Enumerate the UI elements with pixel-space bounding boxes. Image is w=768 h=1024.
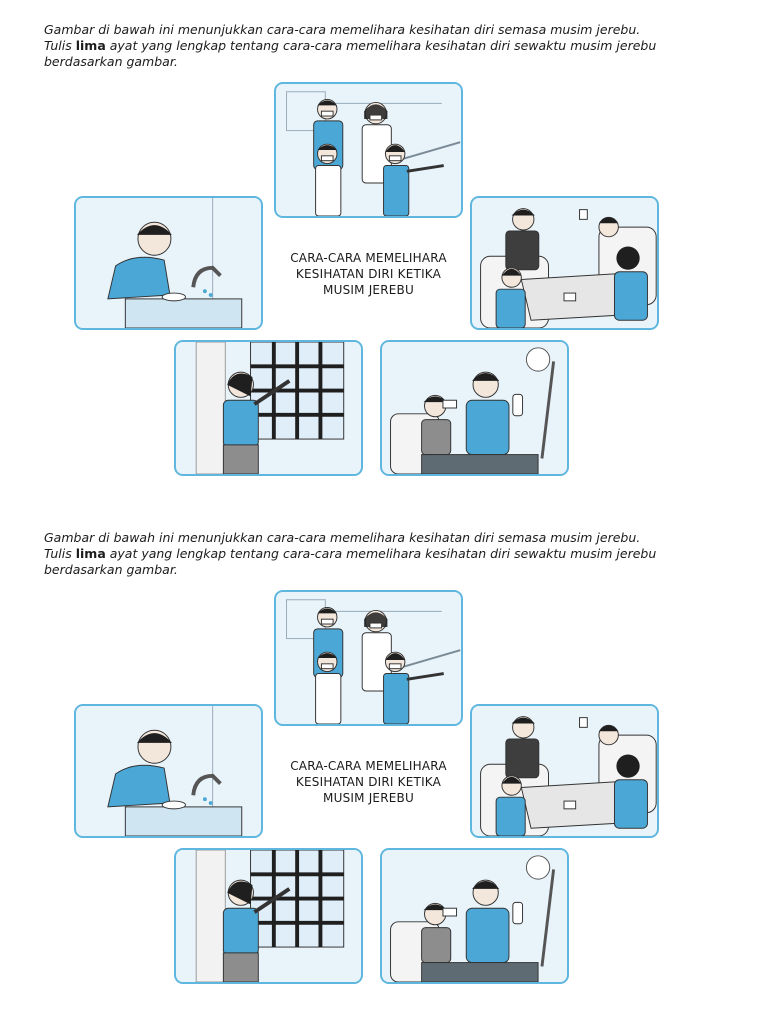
illustration-indoor-game [472,198,657,328]
center-title-line-2: KESIHATAN DIRI KETIKA [295,267,442,281]
panel-closing-window [174,848,363,984]
panel-drinking-water [380,340,569,476]
center-title [274,250,463,298]
center-title-line-3: MUSIM JEREBU [323,283,414,297]
center-title-line-3: MUSIM JEREBU [323,791,414,805]
panel-washing-hands [74,704,263,838]
worksheet-section-1 [0,0,768,500]
instruction-line-2: Tulis lima ayat yang lengkap tentang cara-cara memelihara kesihatan diri sewaktu musim jerebu [44,38,657,53]
illustration-drinking-water [382,342,567,474]
instruction-line-2: Tulis lima ayat yang lengkap tentang cara-cara memelihara kesihatan diri sewaktu musim jerebu [44,546,657,561]
illustration-washing-hands [76,706,261,836]
panel-wearing-masks [274,82,463,218]
worksheet-section-2 [0,508,768,1008]
instructions [44,22,724,70]
illustration-drinking-water [382,850,567,982]
illustration-indoor-game [472,706,657,836]
panel-closing-window [174,340,363,476]
instruction-line-3: berdasarkan gambar. [44,562,178,577]
illustration-closing-window [176,850,361,982]
instructions [44,530,724,578]
panel-indoor-game [470,196,659,330]
illustration-family-masks [276,592,461,724]
illustration-family-masks [276,84,461,216]
center-title-line-2: KESIHATAN DIRI KETIKA [295,775,442,789]
illustration-washing-hands [76,198,261,328]
panel-indoor-game [470,704,659,838]
instruction-line-3: berdasarkan gambar. [44,54,178,69]
illustration-closing-window [176,342,361,474]
center-title-line-1: CARA-CARA MEMELIHARA [290,251,447,265]
instruction-line-1: Gambar di bawah ini menunjukkan cara-cara memelihara kesihatan diri semasa musim jerebu. [44,22,641,37]
panel-wearing-masks [274,590,463,726]
panel-washing-hands [74,196,263,330]
center-title [274,758,463,806]
instruction-line-1: Gambar di bawah ini menunjukkan cara-cara memelihara kesihatan diri semasa musim jerebu. [44,530,641,545]
center-title-line-1: CARA-CARA MEMELIHARA [290,759,447,773]
panel-drinking-water [380,848,569,984]
